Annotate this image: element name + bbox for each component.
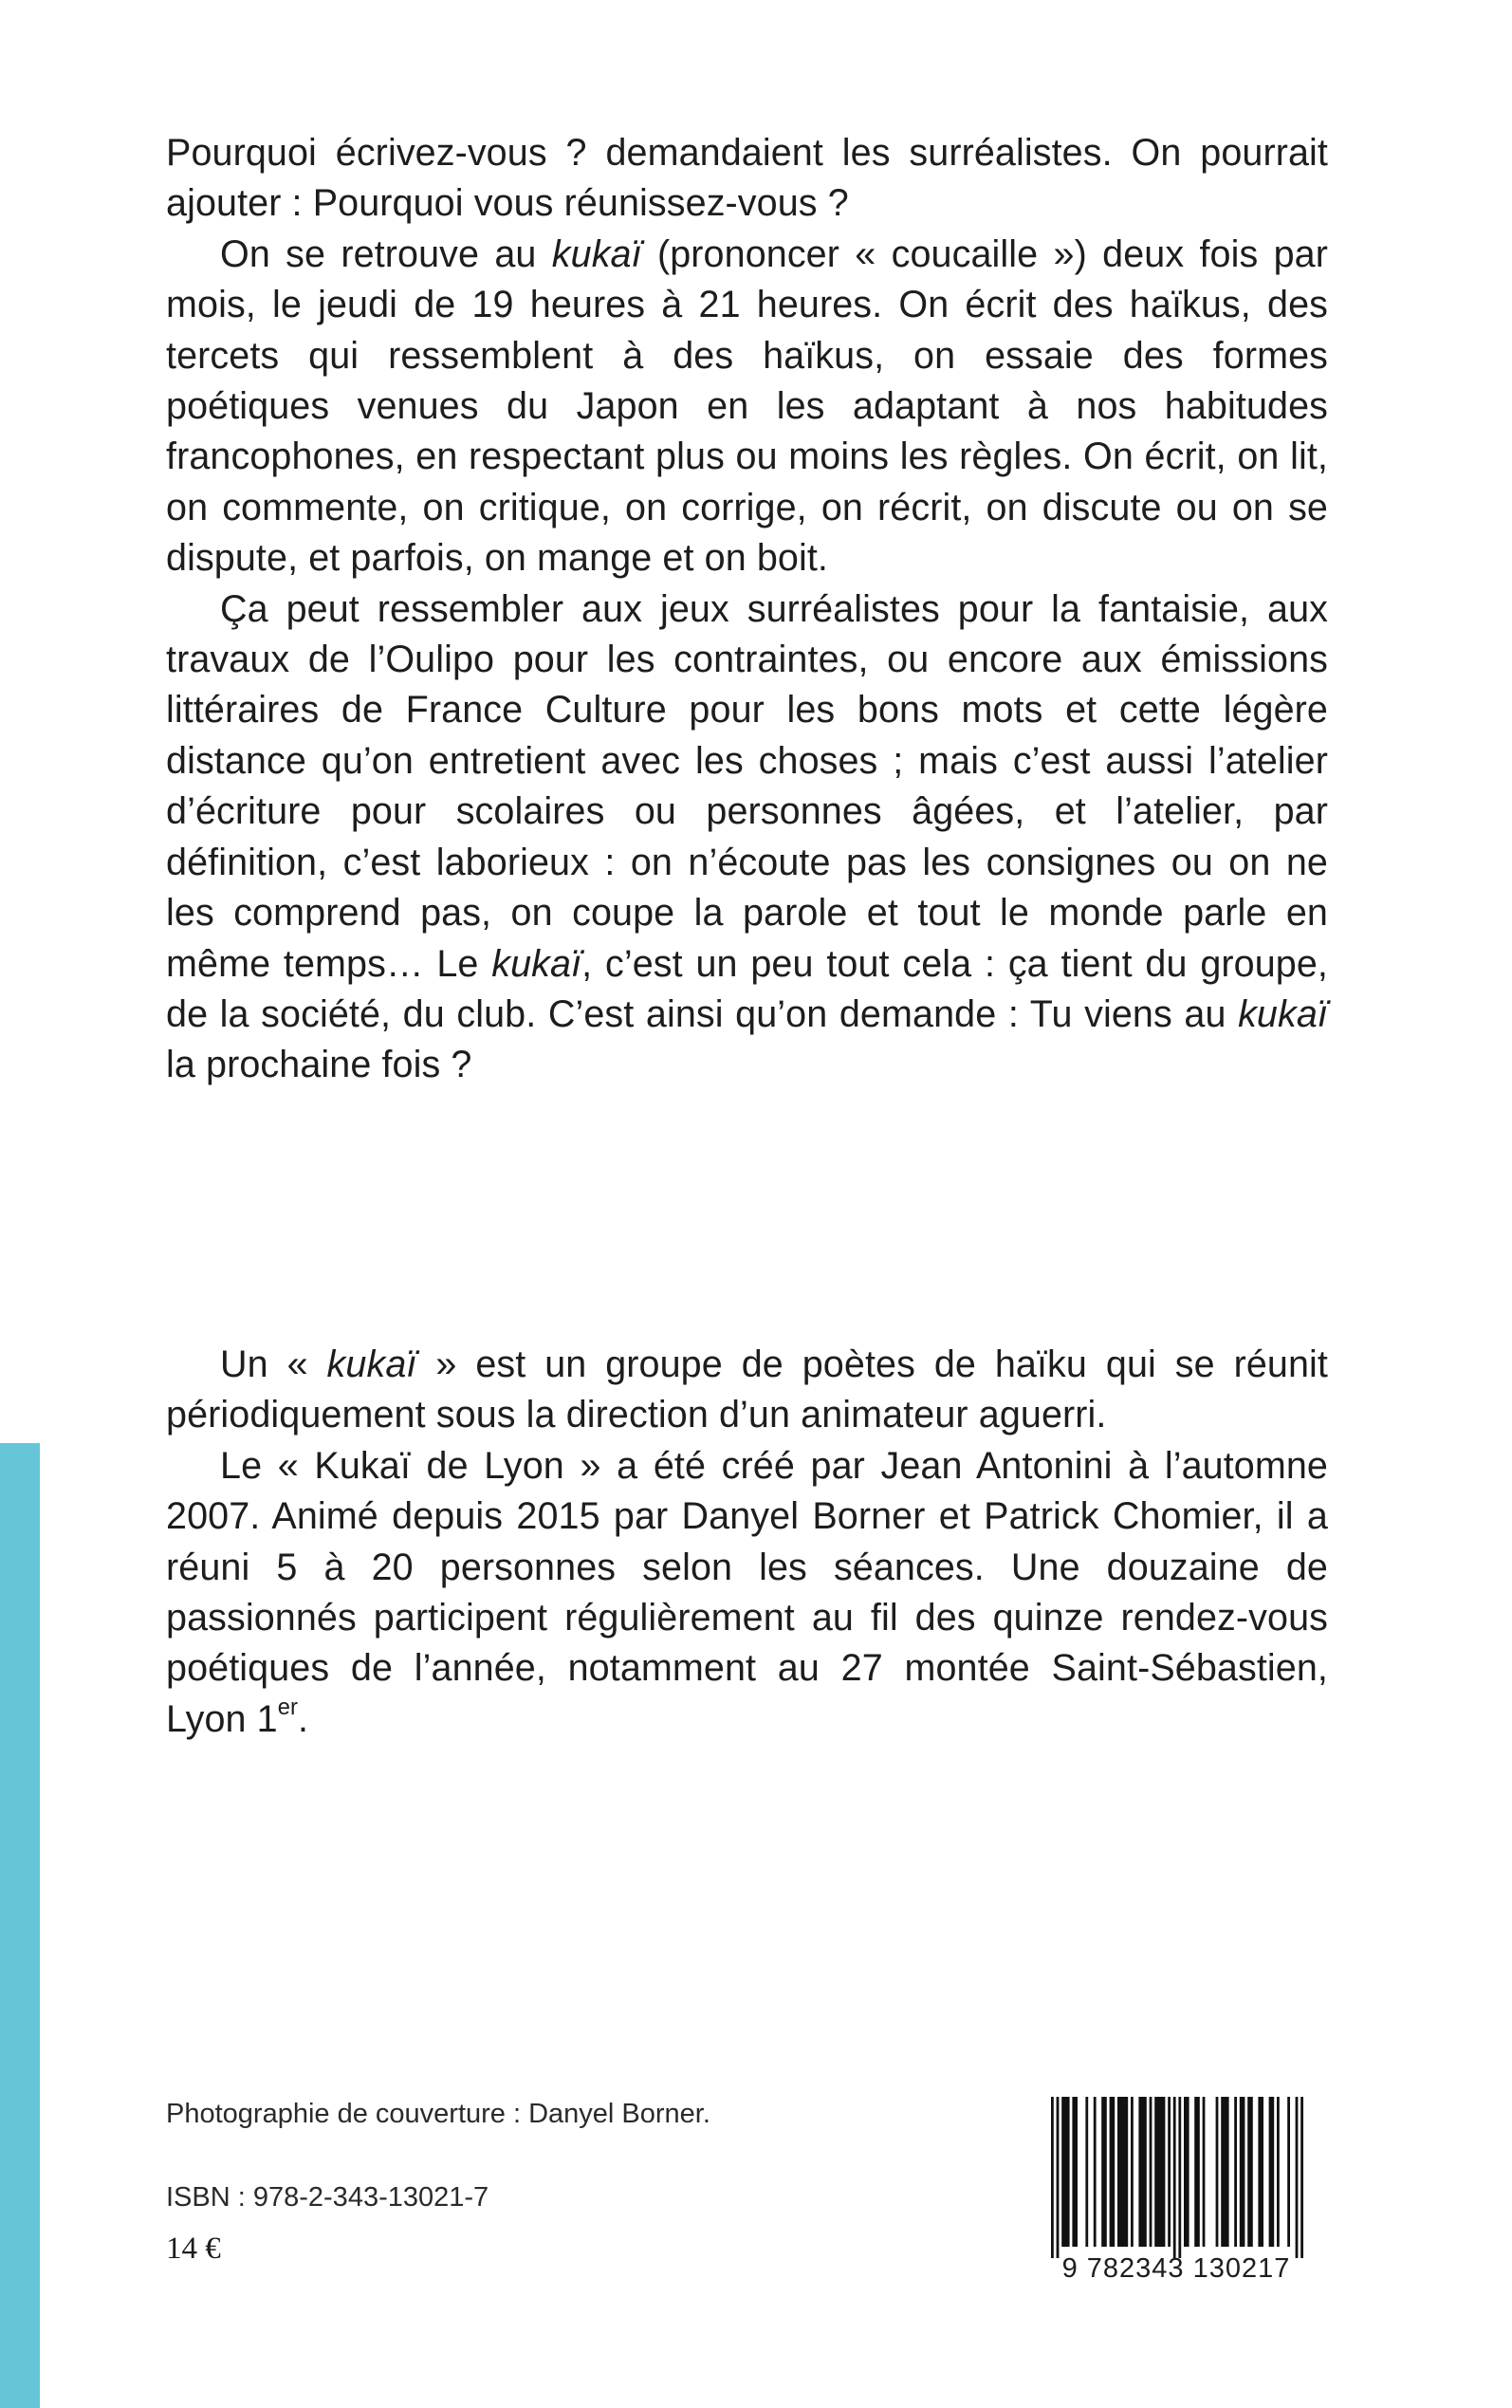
barcode-bar	[1150, 2097, 1152, 2247]
kukai-term: kukaï	[1238, 992, 1328, 1035]
barcode-bar	[1269, 2097, 1275, 2247]
intro-paragraph-2	[166, 230, 1328, 584]
barcode-bar	[1184, 2097, 1189, 2247]
barcode-bar	[1061, 2097, 1069, 2247]
accent-side-strip	[0, 1443, 40, 2408]
intro-paragraph-1: Pourquoi écrivez-vous ? demandaient les surréalistes. On pourrait ajouter : Pourquoi vous réunissez-vous ?	[166, 132, 1328, 225]
barcode-bar	[1085, 2097, 1088, 2247]
intro-p2-text-b: (prononcer « coucaille ») deux fois par mois, le jeudi de 19 heures à 21 heures. On écrit des haïkus, des tercets qui ressemblent à des haïkus, on essaie des formes poétiques venues du Japon en les adaptant à nos habitudes francophones, en respectant plus ou moins les règles. On écrit, on lit, on commente, on critique, on corrige, on récrit, on discute ou on se dispute, et parfois, on mange et on boit.	[166, 232, 1328, 580]
intro-paragraph-3	[166, 584, 1328, 1091]
kukai-term: kukaï	[491, 942, 582, 985]
ordinal-superscript: er	[277, 1695, 298, 1721]
barcode-bar	[1258, 2097, 1263, 2247]
about-paragraph-2	[166, 1441, 1328, 1745]
back-cover-intro	[166, 128, 1328, 1091]
barcode-bar	[1168, 2097, 1171, 2247]
barcode-bar	[1240, 2097, 1245, 2247]
intro-p3-text-a: Ça peut ressembler aux jeux surréalistes pour la fantaisie, aux travaux de l’Oulipo pour les contraintes, ou encore aux émissions littéraires de France Culture pour les bons mots et cette légère distance qu’on entretient avec les choses ; mais c’est aussi l’atelier d’écriture pour scolaires ou personnes âgées, et l’atelier, par définition, c’est laborieux : on n’écoute pas les consignes ou on ne les comprend pas, on coupe la parole et tout le monde parle en même temps… Le	[166, 587, 1328, 985]
about-p2-text-end: .	[298, 1697, 309, 1740]
about-p1-text-a: Un «	[220, 1343, 327, 1385]
intro-p3-text-b: , c’est un peu tout cela : ça tient du groupe, de la société, du club. C’est ainsi qu’on demande : Tu viens au	[166, 942, 1328, 1035]
barcode-bar	[1072, 2097, 1078, 2247]
kukai-term: kukaï	[326, 1343, 417, 1385]
barcode-bar	[1287, 2097, 1290, 2247]
barcode-bar	[1296, 2097, 1299, 2258]
kukai-term: kukaï	[551, 232, 642, 275]
barcode-bar	[1203, 2097, 1206, 2247]
barcode-bar	[1138, 2097, 1146, 2247]
barcode-bar	[1057, 2097, 1060, 2258]
barcode-bar	[1234, 2097, 1237, 2247]
price: 14 €	[166, 2232, 221, 2266]
about-paragraph-1	[166, 1340, 1328, 1441]
about-p1-text-b: » est un groupe de poètes de haïku qui se réunit périodiquement sous la direction d’un animateur aguerri.	[166, 1343, 1328, 1436]
barcode-bar	[1173, 2097, 1176, 2258]
barcode-bar	[1300, 2097, 1303, 2258]
intro-p2-text-a: On se retrouve au	[220, 232, 552, 275]
about-p2-text-a: Le « Kukaï de Lyon » a été créé par Jean Antonini à l’automne 2007. Animé depuis 2015 par Danyel Borner et Patrick Chomier, il a réuni 5 à 20 personnes selon les séances. Une douzaine de passionnés participent régulièrement au fil des quinze rendez-vous poétiques de l’année, notamment au 27 montée Saint-Sébastien, Lyon 1	[166, 1444, 1328, 1740]
barcode-bar	[1194, 2097, 1200, 2247]
barcode-bar	[1101, 2097, 1107, 2247]
barcode-bar	[1277, 2097, 1280, 2247]
isbn-number: ISBN : 978-2-343-13021-7	[166, 2182, 489, 2213]
barcode-bar	[1154, 2097, 1165, 2247]
barcode-bar	[1247, 2097, 1253, 2247]
barcode-bar	[1110, 2097, 1116, 2247]
barcode-bar	[1117, 2097, 1128, 2247]
about-kukai-section	[166, 1340, 1328, 1745]
barcode-graphic	[1034, 2097, 1318, 2282]
barcode-digits: 9 782343 130217	[1061, 2253, 1291, 2282]
barcode-bar	[1051, 2097, 1054, 2258]
barcode-bar	[1131, 2097, 1134, 2247]
barcode-bar	[1094, 2097, 1097, 2247]
photo-credit: Photographie de couverture : Danyel Borner.	[166, 2099, 710, 2129]
barcode-bar	[1221, 2097, 1228, 2247]
barcode-bar	[1178, 2097, 1181, 2258]
barcode-bar	[1216, 2097, 1219, 2247]
isbn-barcode	[1034, 2097, 1318, 2282]
intro-p3-text-c: la prochaine fois ?	[166, 1044, 472, 1086]
